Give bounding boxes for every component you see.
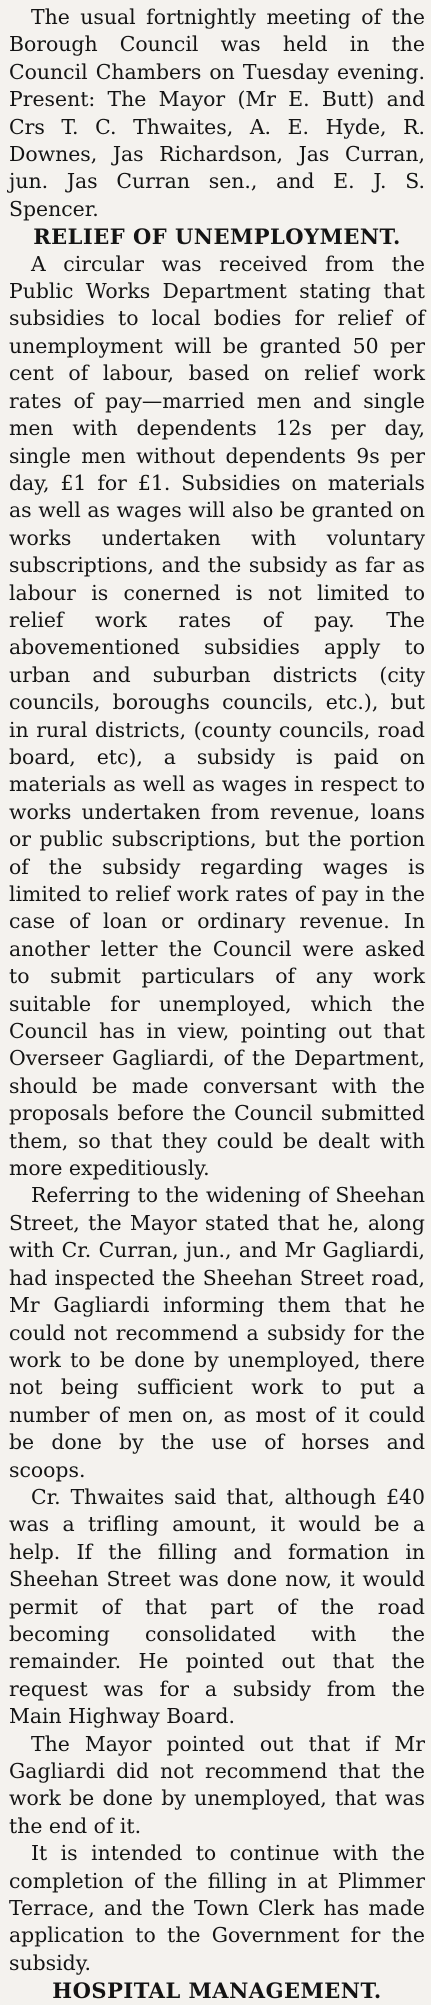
section-heading-hospital-management: HOSPITAL MANAGEMENT. — [52, 1978, 382, 2004]
article-paragraph-plimmer-terrace: It is intended to continue with the completion of the filling in at Plimmer Terrace, and the Town Clerk has made application to the Government for the subsidy. — [9, 1841, 425, 1975]
article-paragraph-attendance: The usual fortnightly meeting of the Borough Council was held in the Council Chambers on Tuesday evening. Present: The Mayor (Mr E. Butt) and Crs T. C. Thwaites, A. E. Hyde, R. Downes, Jas Richardson, Jas Curran, jun. Jas Curran sen., and E. J. S. Spencer. — [9, 5, 425, 221]
article-paragraph-circular: A circular was received from the Public Works Department stating that subsidies to local bodies for relief of unemployment will be granted 50 per cent of labour, based on relief work rates of pay—married men and single men with dependents 12s per day, single men without dependents 9s per day, £1 for £1. Subsidies on materials as well as wages will also be granted on works undertaken with voluntary subscriptions, and the subsidy as far as labour is conerned is not limited to relief work rates of pay. The abovementioned subsidies apply to urban and suburban districts (city councils, boroughs councils, etc.), but in rural districts, (county councils, road board, etc), a subsidy is paid on materials as well as wages in respect to works undertaken from revenue, loans or public subscriptions, but the portion of the subsidy regarding wages is limited to relief work rates of pay in the case of loan or ordinary revenue. In another letter the Council were asked to submit particulars of any work suitable for unemployed, which the Council has in view, pointing out that Overseer Gagliardi, of the Department, should be made conversant with the proposals before the Council submitted them, so that they could be dealt with more expeditiously. — [9, 251, 425, 1181]
section-heading-relief-of-unemployment: RELIEF OF UNEMPLOYMENT. — [33, 224, 401, 250]
article-paragraph-thwaites: Cr. Thwaites said that, although £40 was a trifling amount, it would be a help. If the filling and formation in Sheehan Street was done now, it would permit of that part of the road becoming consolidated with the remainder. He pointed out that the request was for a subsidy from the Main Highway Board. — [9, 1484, 425, 1729]
article-paragraph-mayor-response: The Mayor pointed out that if Mr Gagliardi did not recommend that the work be done by unemployed, that was the end of it. — [9, 1731, 425, 1838]
article-paragraph-sheehan-street: Referring to the widening of Sheehan Street, the Mayor stated that he, along with Cr. Curran, jun., and Mr Gagliardi, had inspected the Sheehan Street road, Mr Gagliardi informing them that he could not recommend a subsidy for the work to be done by unemployed, there not being sufficient work to put a number of men on, as most of it could be done by the use of horses and scoops. — [9, 1183, 425, 1482]
